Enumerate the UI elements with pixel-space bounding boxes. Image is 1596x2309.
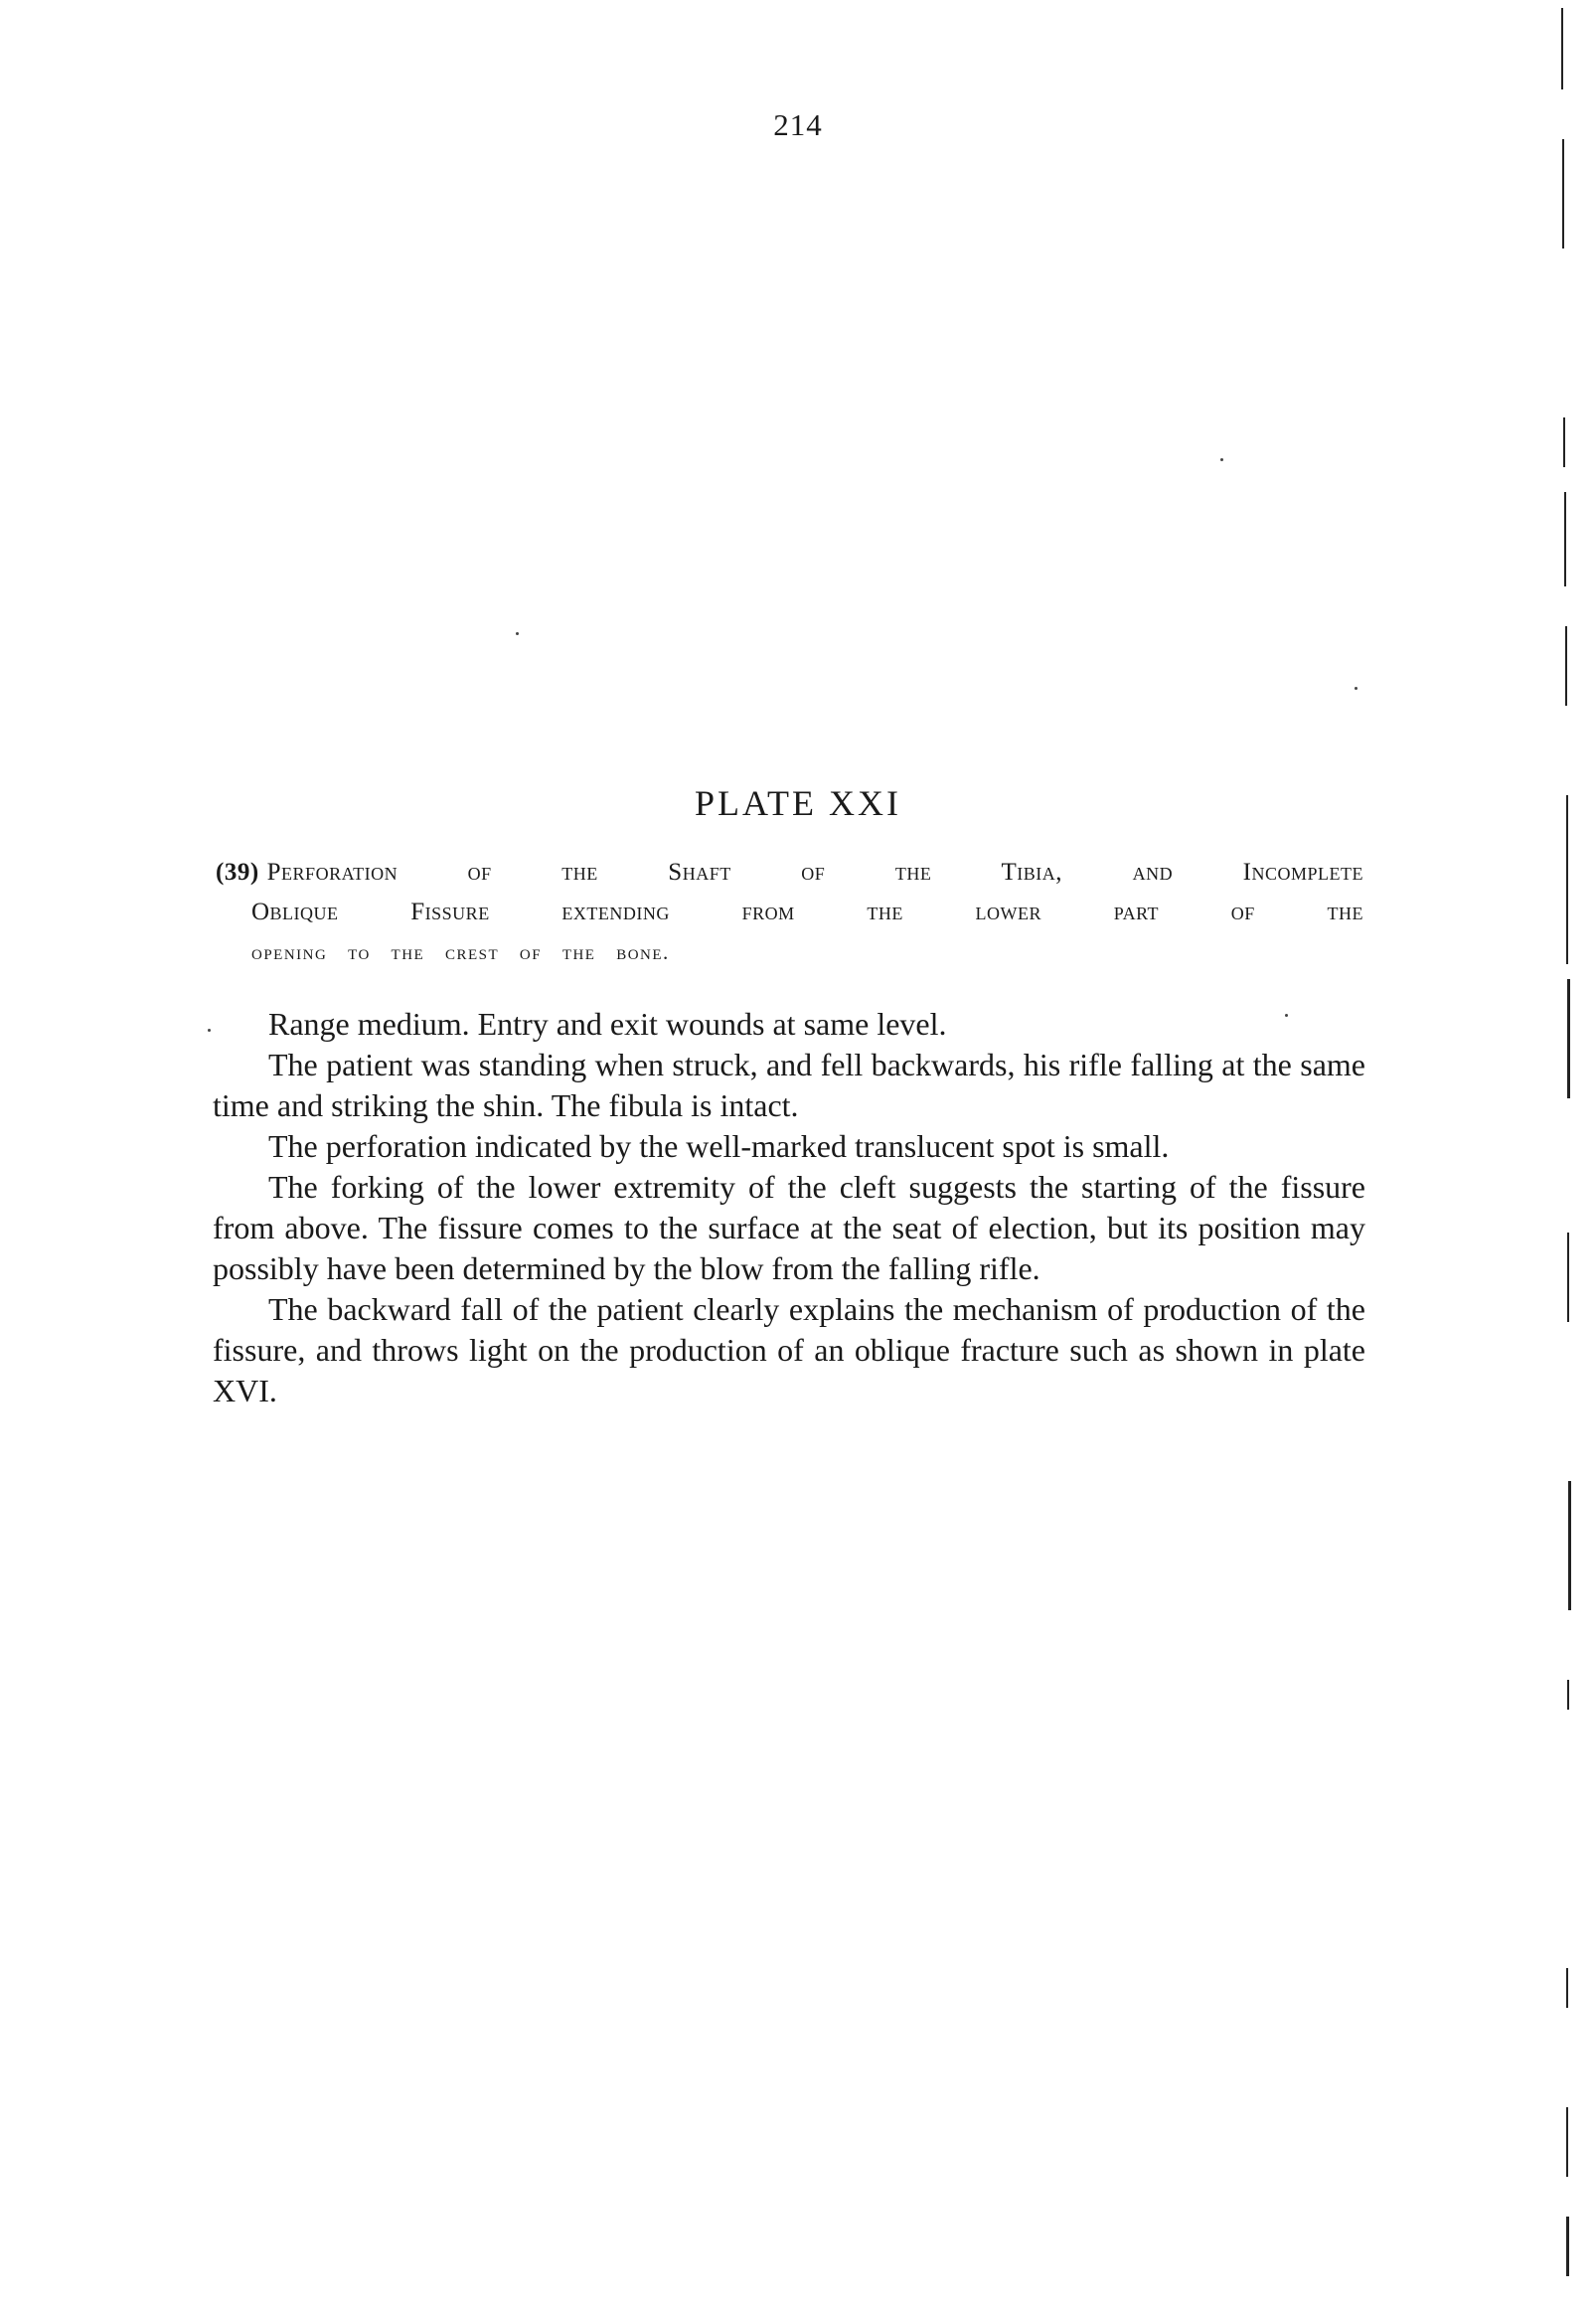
scan-edge-mark [1564, 492, 1566, 586]
scan-edge-mark [1561, 8, 1563, 89]
scan-edge-mark [1566, 795, 1568, 964]
scan-edge-mark [1566, 2217, 1569, 2276]
plate-title: PLATE XXI [695, 783, 901, 823]
body-text [213, 1004, 1365, 1411]
scan-speck [516, 632, 519, 635]
scan-edge-mark [1567, 979, 1570, 1098]
scan-edge-mark [1567, 1680, 1569, 1710]
plate-caption [216, 853, 1363, 972]
scan-speck [1220, 458, 1223, 461]
caption-line-3: opening to the crest of the bone. [251, 940, 670, 964]
scan-edge-mark [1566, 1968, 1568, 2008]
scan-edge-mark [1565, 626, 1567, 706]
scan-edge-mark [1562, 139, 1564, 248]
scan-edge-mark [1567, 1233, 1569, 1322]
scan-speck [1355, 687, 1357, 690]
paragraph: The patient was standing when struck, and fell backwards, his rifle falling at the same time and striking the shin. The fibula is intact. [213, 1047, 1365, 1123]
scan-edge-mark [1566, 2107, 1568, 2177]
paragraph: The forking of the lower extremity of the cleft suggests the starting of the fissure from above. The fissure comes to the surface at the seat of election, but its position may possibly have been determined by the blow from the falling rifle. [213, 1169, 1365, 1286]
paragraph: The perforation indicated by the well-marked translucent spot is small. [268, 1128, 1170, 1164]
paragraph: The backward fall of the patient clearly explains the mechanism of production of the fissure, and throws light on the production of an oblique fracture such as shown in plate XVI. [213, 1291, 1365, 1408]
paragraph: Range medium. Entry and exit wounds at same level. [268, 1006, 947, 1042]
caption-line-2: Oblique Fissure extending from the lower part of the [251, 899, 1363, 925]
caption-line-1 [216, 853, 1363, 893]
caption-line-1-text: Perforation of the Shaft of the Tibia, and Incomplete [266, 859, 1363, 886]
scan-speck [1285, 1014, 1288, 1017]
caption-number: (39) [216, 859, 259, 886]
scan-edge-mark [1563, 417, 1565, 467]
scan-edge-mark [1568, 1481, 1571, 1610]
page-number: 214 [773, 107, 823, 142]
scan-speck [208, 1029, 211, 1032]
